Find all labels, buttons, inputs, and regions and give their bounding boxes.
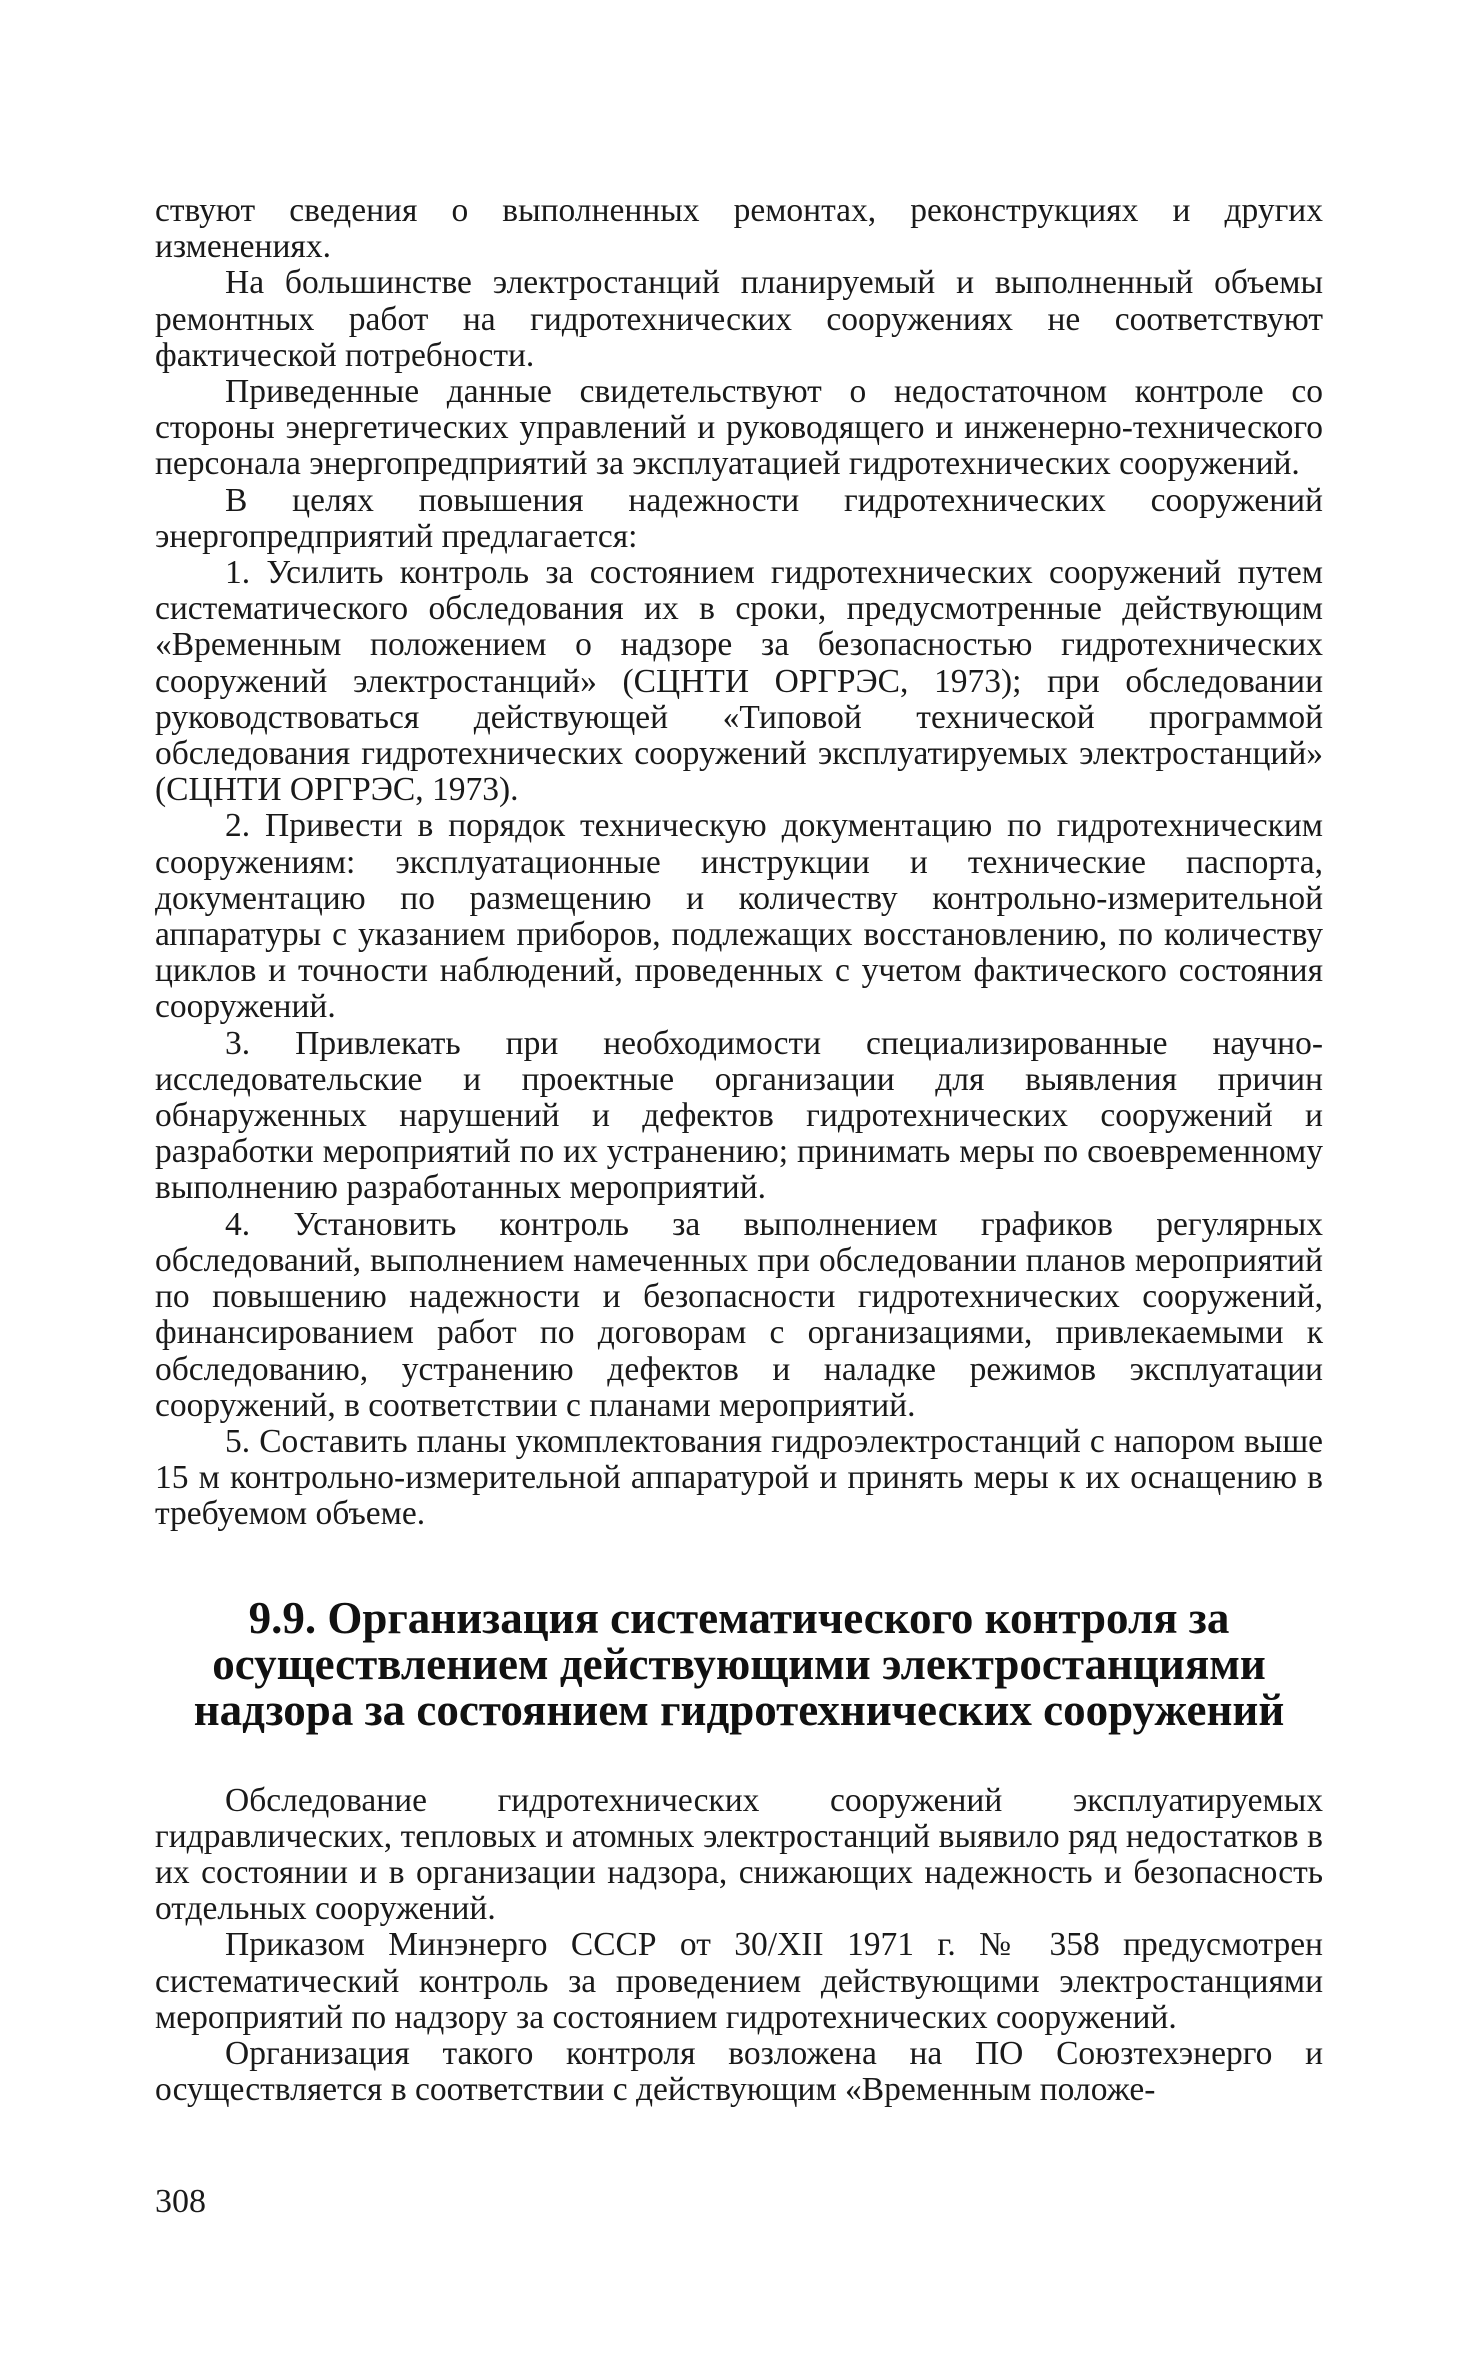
section-title: Организация систематического контроля за осуществлением действующими электростанциями надзора за состоянием гидротехнических сооружений [193,1592,1285,1735]
top-text-block [155,193,1323,1533]
paragraph-ministry-order: Приказом Минэнерго СССР от 30/XII 1971 г. № 358 предусмотрен систематический контроль за проведением действующими электростанциями мероприятий по надзору за состоянием гидротехнических сооружений. [155,1926,1323,2036]
paragraph-proposals-intro: В целях повышения надежности гидротехнических сооружений энергопредприятий предлагается: [155,481,1323,555]
paragraph-insufficient-control: Приведенные данные свидетельствуют о недостаточном контроле со стороны энергетических управлений и руководящего и инженерно-технического персонала энергопредприятий за эксплуатацией гидротехнических сооружений. [155,373,1323,483]
list-item-2: 2. Привести в порядок техническую документацию по гидротехническим сооружениям: эксплуатационные инструкции и технические паспорта, документацию по размещению и количеству контрольно-измерительной аппаратуры с указанием приборов, подлежащих восстановлению, по количеству циклов и точности наблюдений, проведенных с учетом фактического состояния сооружений. [155,807,1323,1026]
paragraph-control-organization: Организация такого контроля возложена на ПО Союзтехэнерго и осуществляется в соответствии с действующим «Временным положе- [155,2034,1323,2109]
list-item-5: 5. Составить планы укомплектования гидроэлектростанций с напором выше 15 м контрольно-измерительной аппаратурой и принять меры к их оснащению в требуемом объеме. [155,1422,1323,1533]
paragraph-repair-volumes: На большинстве электростанций планируемый и выполненный объемы ремонтных работ на гидротехнических сооружениях не соответствуют фактической потребности. [155,264,1323,374]
list-item-3: 3. Привлекать при необходимости специализированные научно-исследовательские и проектные организации для выявления причин обнаруженных нарушений и дефектов гидротехнических сооружений и разработки мероприятий по их устранению; принимать меры по своевременному выполнению разработанных мероприятий. [155,1024,1323,1207]
paragraph-continuation: ствуют сведения о выполненных ремонтах, реконструкциях и других изменениях. [155,192,1323,266]
bottom-text-block [155,1783,1323,2109]
page-number: 308 [155,2183,206,2220]
section-heading [155,1592,1323,1735]
document-page [155,193,1323,2108]
section-number: 9.9. [248,1592,317,1643]
list-item-4: 4. Установить контроль за выполнением графиков регулярных обследований, выполнением намеченных при обследовании планов мероприятий по повышению надежности и безопасности гидротехнических сооружений, финансированием работ по договорам с организациями, привлекаемыми к обследованию, устранению дефектов и наладке режимов эксплуатации сооружений, в соответствии с планами мероприятий. [155,1205,1323,1424]
list-item-1: 1. Усилить контроль за состоянием гидротехнических сооружений путем систематического обследования их в сроки, предусмотренные действующим «Временным положением о надзоре за безопасностью гидротехнических сооружений электростанций» (СЦНТИ ОРГРЭС, 1973); при обследовании руководствоваться действующей «Типовой технической программой обследования гидротехнических сооружений эксплуатируемых электростанций» (СЦНТИ ОРГРЭС, 1973). [155,554,1323,809]
paragraph-inspection-results: Обследование гидротехнических сооружений эксплуатируемых гидравлических, тепловых и атомных электростанций выявило ряд недостатков в их состоянии и в организации надзора, снижающих надежность и безопасность отдельных сооружений. [155,1781,1323,1928]
